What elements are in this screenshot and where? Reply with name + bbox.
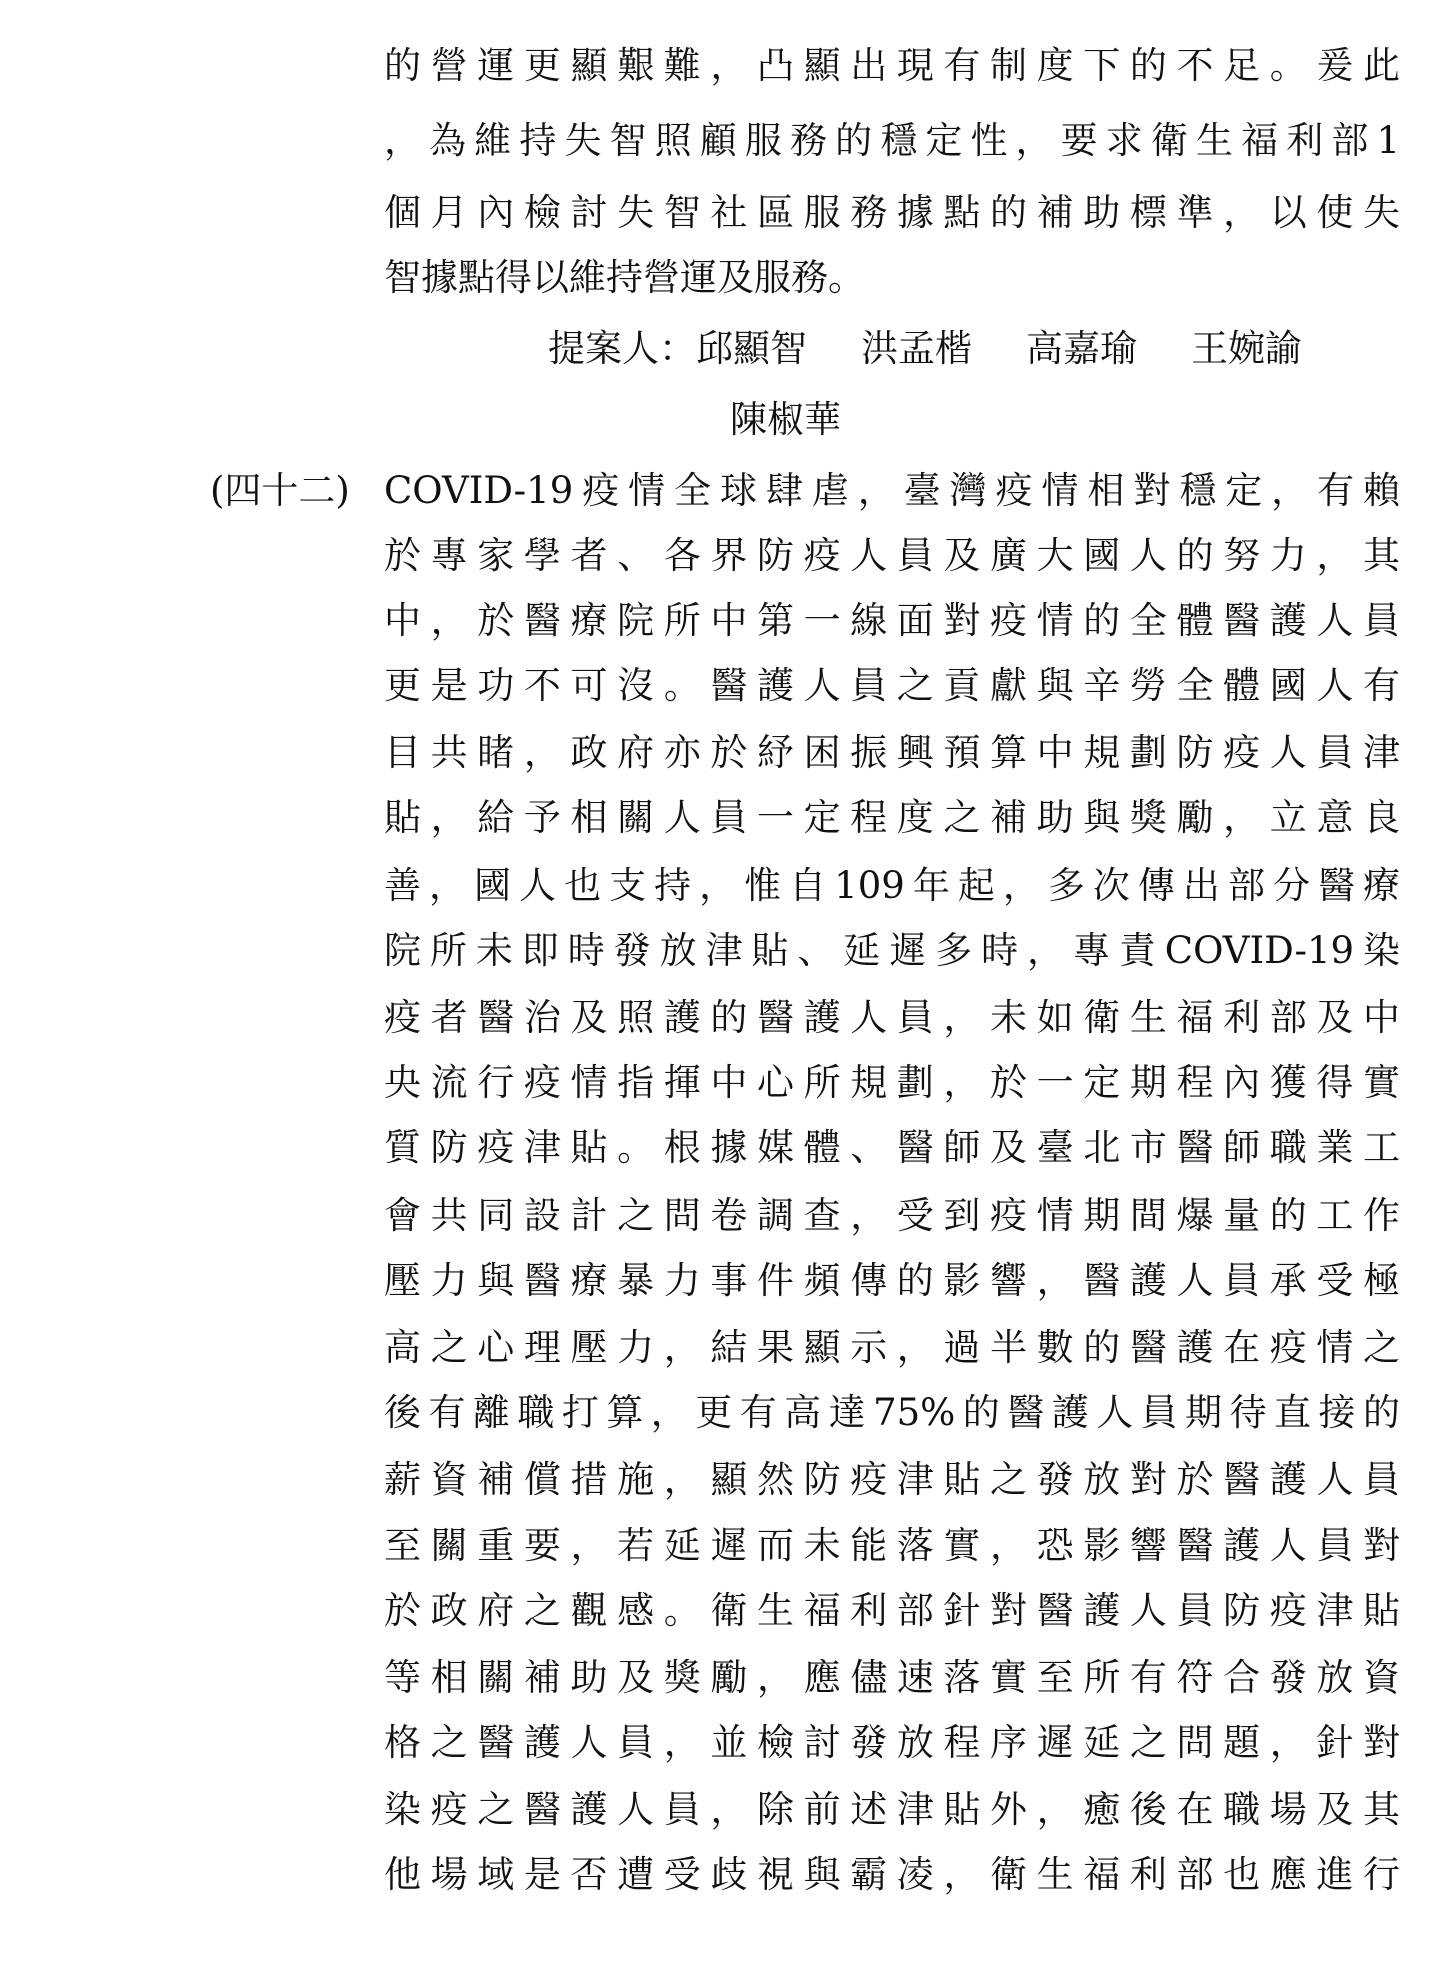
- item-line: 壓力與醫療暴力事件頻傳的影響，醫護人員承受極: [384, 1259, 1400, 1302]
- item-number: (四十二): [210, 469, 350, 512]
- proposers-line: [548, 327, 1400, 371]
- item-line: 央流行疫情指揮中心所規劃，於一定期程內獲得實: [384, 1061, 1400, 1104]
- item-line: 於專家學者、各界防疫人員及廣大國人的努力，其: [384, 534, 1400, 577]
- proposer-name: 洪孟楷: [861, 327, 972, 370]
- proposer-name: 高嘉瑜: [1026, 327, 1137, 370]
- item-line: 格之醫護人員，並檢討發放程序遲延之問題，針對: [384, 1721, 1400, 1764]
- item-line: 後有離職打算，更有高達75%的醫護人員期待直接的: [384, 1391, 1400, 1434]
- item-line: 至關重要，若延遲而未能落實，恐影響醫護人員對: [384, 1524, 1400, 1567]
- item-line: 疫者醫治及照護的醫護人員，未如衛生福利部及中: [384, 996, 1400, 1039]
- prev-paragraph-line: 的營運更顯艱難，凸顯出現有制度下的不足。爰此: [384, 44, 1400, 87]
- item-line: 善，國人也支持，惟自109年起，多次傳出部分醫療: [384, 864, 1400, 907]
- proposers-label: 提案人：: [548, 327, 696, 370]
- item-line: 質防疫津貼。根據媒體、醫師及臺北市醫師職業工: [384, 1126, 1400, 1169]
- item-line: 染疫之醫護人員，除前述津貼外，癒後在職場及其: [384, 1788, 1400, 1831]
- prev-paragraph-line: 智據點得以維持營運及服務。: [384, 256, 865, 299]
- prev-paragraph-line: 個月內檢討失智社區服務據點的補助標準，以使失: [384, 191, 1400, 234]
- item-line: 中，於醫療院所中第一線面對疫情的全體醫護人員: [384, 599, 1400, 642]
- item-line: 薪資補償措施，顯然防疫津貼之發放對於醫護人員: [384, 1458, 1400, 1501]
- item-line: 貼，給予相關人員一定程度之補助與獎勵，立意良: [384, 796, 1400, 839]
- item-line: 他場域是否遭受歧視與霸凌，衛生福利部也應進行: [384, 1853, 1400, 1896]
- item-line: 高之心理壓力，結果顯示，過半數的醫護在疫情之: [384, 1326, 1400, 1369]
- proposer-name: 陳椒華: [730, 398, 841, 441]
- item-line: 會共同設計之問卷調查，受到疫情期間爆量的工作: [384, 1194, 1400, 1237]
- item-line: 目共睹，政府亦於紓困振興預算中規劃防疫人員津: [384, 731, 1400, 774]
- item-line: 等相關補助及獎勵，應儘速落實至所有符合發放資: [384, 1656, 1400, 1699]
- prev-paragraph-line: ，為維持失智照顧服務的穩定性，要求衛生福利部1: [384, 119, 1400, 162]
- proposer-name: 邱顯智: [696, 327, 807, 370]
- item-line: 更是功不可沒。醫護人員之貢獻與辛勞全體國人有: [384, 664, 1400, 707]
- item-line: 院所未即時發放津貼、延遲多時，專責COVID-19染: [384, 929, 1400, 972]
- proposer-name: 王婉諭: [1191, 327, 1302, 370]
- item-line: COVID-19疫情全球肆虐，臺灣疫情相對穩定，有賴: [384, 469, 1400, 512]
- item-line: 於政府之觀感。衛生福利部針對醫護人員防疫津貼: [384, 1589, 1400, 1632]
